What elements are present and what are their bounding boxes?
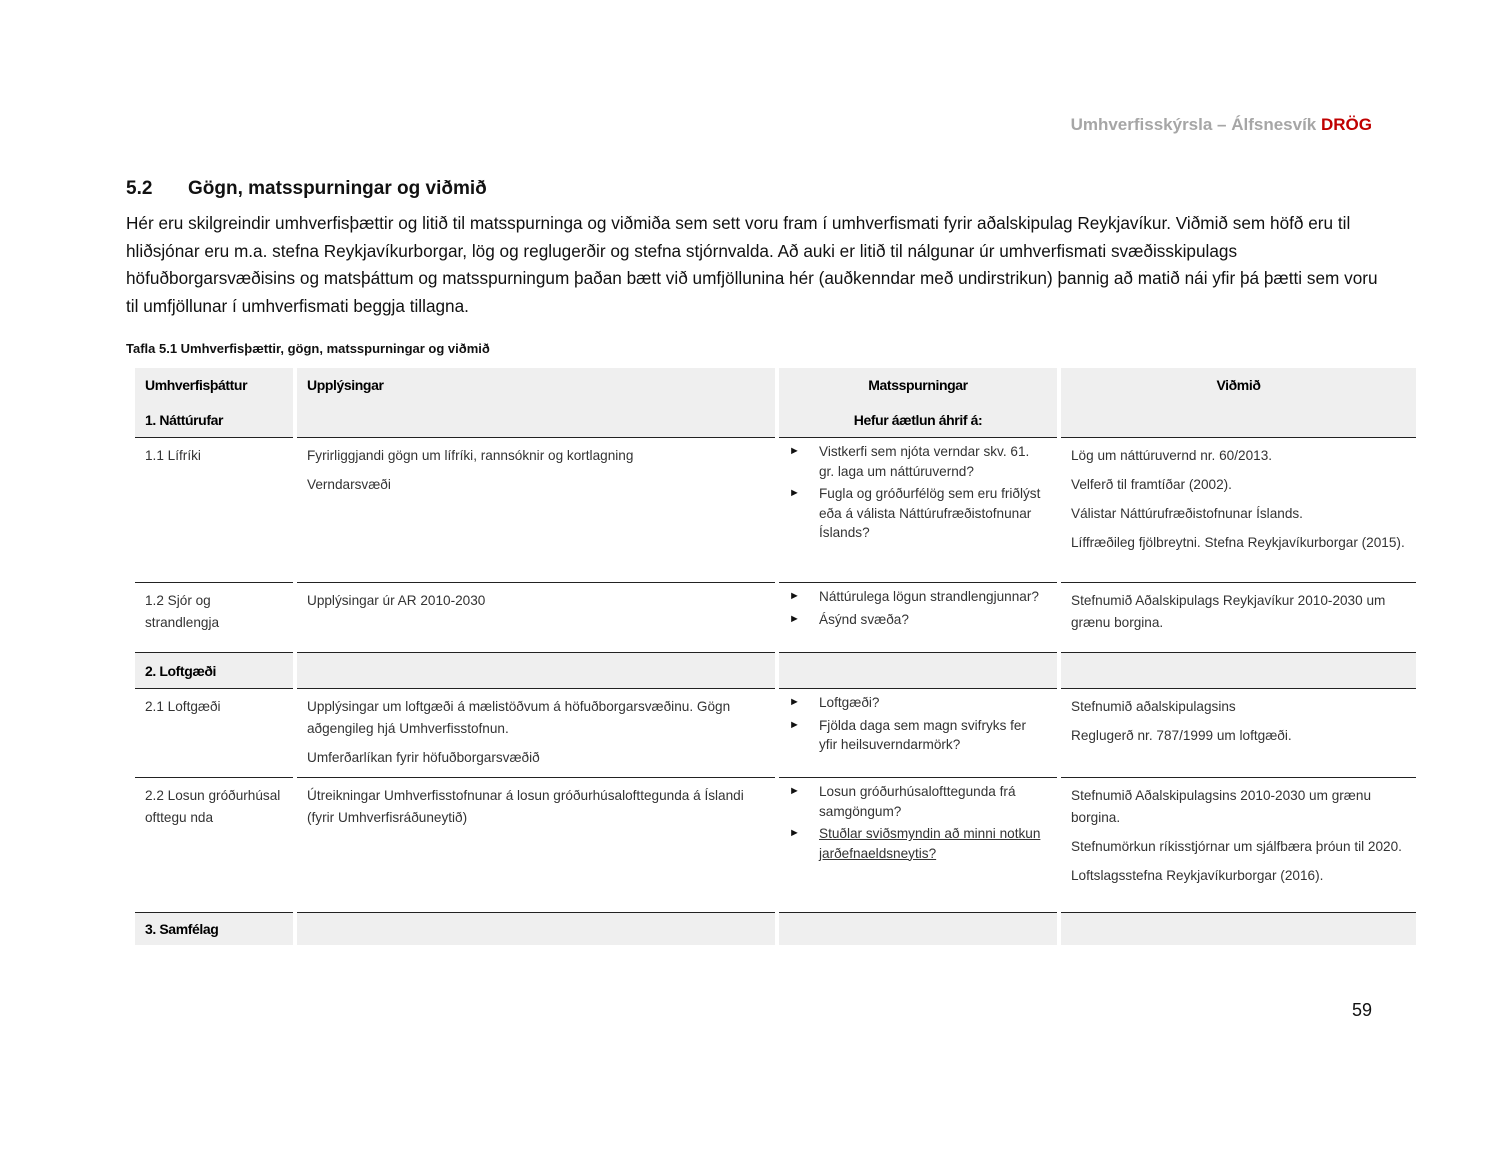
question-item [789,716,1047,755]
question-text: Loftgæði? [819,695,880,710]
page-number: 59 [1352,1000,1373,1020]
category-row [135,402,1416,437]
criteria-text: Líffræðileg fjölbreytni. Stefna Reykjavíkurborgar (2015). [1071,535,1405,550]
question-text: Náttúrulega lögun strandlengjunnar? [819,589,1039,604]
info-text: Verndarsvæði [307,477,391,492]
category-row [135,652,1416,688]
bullet-arrow-icon: ► [789,612,800,625]
header-cell: Matsspurningar [779,368,1057,402]
bullet-arrow-icon: ► [789,827,800,839]
factor: 2.2 Losun gróðurhúsalofttegu nda [145,788,281,825]
question-text-underlined: Stuðlar sviðsmyndin að minni notkun jarðefnaeldsneytis? [819,826,1041,861]
criteria-text: Stefnumörkun ríkisstjórnar um sjálfbæra þróun til 2020. [1071,839,1402,854]
criteria-text: Velferð til framtíðar (2002). [1071,477,1232,492]
intro-paragraph: Hér eru skilgreindir umhverfisþættir og litið til matsspurninga og viðmiða sem sett voru fram í umhverfismati fyrir aðalskipulag Reykjavíkur. Viðmið sem höfð eru til hliðsjónar eru m.a. stefna Reykjavíkurborgar, lög og reglugerðir og stefna stjórnvalda. Að auki er litið til nálgunar úr umhverfismati svæðisskipulags höfuðborgarsvæðisins og matsþáttum og matsspurningum þaðan bætt við umfjöllunina hér (auðkenndar með undirstrikun) þannig að matið nái yfir þá þætti sem voru til umfjöllunar í umhverfismati beggja tillagna. [126,213,1378,316]
category-label: 2. Loftgæði [135,652,293,688]
question-text: Losun gróðurhúsalofttegunda frá samgöngum? [819,784,1016,819]
document-title: Umhverfisskýrsla – Álfsnesvík [1070,115,1317,134]
category-row [135,912,1416,945]
bullet-arrow-icon: ► [789,718,800,731]
question-item [789,484,1047,543]
table-row [135,582,1416,652]
question-item [789,693,1047,713]
header-cell: Umhverfisþáttur [135,368,293,402]
bullet-arrow-icon: ► [789,590,800,602]
table-caption: Tafla 5.1 Umhverfisþættir, gögn, matsspurningar og viðmið [126,341,490,356]
question-text: Ásýnd svæða? [819,611,909,627]
question-item [789,587,1047,607]
info-text: Umferðarlíkan fyrir höfuðborgarsvæðið [307,750,540,765]
section-number: 5.2 [126,178,153,199]
criteria-table [131,368,1420,945]
bullet-arrow-icon: ► [789,696,800,708]
info-text: Upplýsingar um loftgæði á mælistöðvum á höfuðborgarsvæðinu. Gögn aðgengileg hjá Umhverfisstofnun. [307,699,731,736]
question-item [789,610,1047,630]
criteria-text: Stefnumið Aðalskipulags Reykjavíkur 2010-2030 um grænu borgina. [1071,593,1386,630]
category-label: 1. Náttúrufar [135,402,293,437]
section-title: Gögn, matsspurningar og viðmið [188,178,487,199]
draft-label: DRÖG [1321,115,1372,134]
factor: 1.2 Sjór og strandlengja [145,593,220,630]
header-cell: Upplýsingar [297,368,775,402]
criteria-text: Válistar Náttúrufræðistofnunar Íslands. [1071,506,1303,521]
bullet-arrow-icon: ► [789,785,800,797]
running-header [1071,115,1372,135]
question-text: Fugla og gróðurfélög sem eru friðlýst eða á válista Náttúrufræðistofnunar Íslands? [819,486,1041,540]
criteria-text: Stefnumið aðalskipulagsins [1071,699,1236,714]
criteria-text: Stefnumið Aðalskipulagsins 2010-2030 um grænu borgina. [1071,788,1372,825]
factor: 1.1 Lífríki [145,448,201,463]
question-item [789,824,1047,863]
section-heading [126,178,487,200]
info-text: Útreikningar Umhverfisstofnunar á losun gróðurhúsalofttegunda á Íslandi (fyrir Umhverfisráðuneytið) [307,788,744,825]
table-row [135,437,1416,582]
bullet-arrow-icon: ► [789,487,800,499]
info-text: Upplýsingar úr AR 2010-2030 [307,593,486,608]
question-item [789,442,1047,481]
factor: 2.1 Loftgæði [145,699,221,714]
criteria-text: Reglugerð nr. 787/1999 um loftgæði. [1071,728,1292,743]
question-text: Fjölda daga sem magn svifryks fer yfir heilsuverndarmörk? [819,717,1027,752]
criteria-text: Lög um náttúruvernd nr. 60/2013. [1071,448,1273,463]
question-item [789,782,1047,821]
table-row [135,777,1416,912]
category-label: 3. Samfélag [135,912,293,945]
header-cell: Viðmið [1061,368,1416,402]
bullet-arrow-icon: ► [789,445,800,457]
subheader: Hefur áætlun áhrif á: [779,402,1057,437]
question-text: Vistkerfi sem njóta verndar skv. 61. gr. laga um náttúruvernd? [819,444,1030,479]
table-header-row [135,368,1416,402]
table-row [135,688,1416,777]
info-text: Fyrirliggjandi gögn um lífríki, rannsóknir og kortlagning [307,448,634,463]
criteria-text: Loftslagsstefna Reykjavíkurborgar (2016). [1071,868,1324,883]
